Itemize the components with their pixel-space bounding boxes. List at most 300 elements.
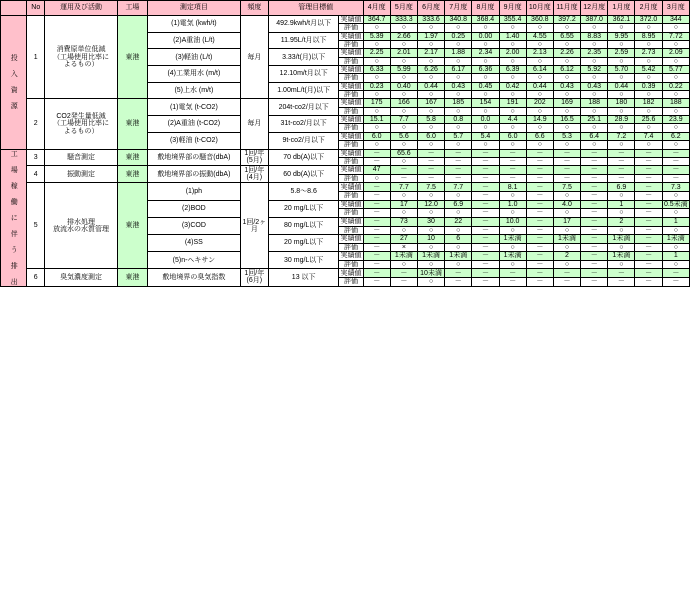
actual-value: 0.44: [417, 82, 444, 90]
eval-value: ○: [472, 24, 499, 32]
target-value: 80 mg/L以下: [268, 217, 339, 234]
eval-value: －: [608, 278, 635, 286]
eval-value: ○: [417, 74, 444, 82]
eval-value: ○: [635, 41, 662, 49]
actual-label: 実績値: [340, 183, 362, 191]
actual-value: －: [445, 166, 472, 175]
header-cell: 4月度: [363, 1, 390, 16]
eval-value: ○: [608, 243, 635, 251]
actual-value: 185: [445, 99, 472, 107]
eval-value: ○: [553, 107, 580, 115]
actual-value: 355.4: [499, 16, 526, 24]
eval-value: －: [472, 175, 499, 183]
actual-value: 65.6: [390, 149, 417, 157]
actual-label: 実績値: [340, 166, 362, 174]
activity-name: 排水処理 放流水の水質管理: [45, 183, 118, 269]
eval-label: 評価: [339, 226, 363, 234]
actual-value: 6.9: [445, 200, 472, 209]
eval-value: －: [526, 175, 553, 183]
category-text: 工 場 稼 働 に 伴 う 排 出: [10, 149, 18, 286]
eval-value: －: [635, 243, 662, 251]
eval-value: －: [635, 175, 662, 183]
eval-value: ○: [553, 243, 580, 251]
eval-label: 評価: [339, 91, 363, 99]
eval-value: ○: [499, 260, 526, 268]
eval-value: ○: [608, 24, 635, 32]
actual-value: 10.0: [499, 217, 526, 226]
actual-value: －: [472, 269, 499, 278]
eval-value: －: [635, 260, 662, 268]
actual-label: 実績値: [340, 218, 362, 225]
actual-value: 1.97: [417, 32, 444, 40]
measurement-item: (1)ph: [148, 183, 241, 200]
eval-label: 評価: [339, 278, 363, 286]
eval-value: ○: [553, 24, 580, 32]
eval-value: ○: [553, 192, 580, 200]
eval-value: ○: [472, 107, 499, 115]
actual-value: 169: [553, 99, 580, 107]
actual-value: 30: [417, 217, 444, 226]
actual-value: 1未満: [499, 252, 526, 261]
actual-value: －: [526, 269, 553, 278]
eval-value: ○: [526, 141, 553, 149]
table-header: [1, 1, 690, 16]
actual-value: 397.2: [553, 16, 580, 24]
eval-value: ○: [417, 192, 444, 200]
eval-value: ○: [553, 124, 580, 132]
actual-value: 1未満: [553, 234, 580, 243]
frequency: 1回/年 (6月): [240, 269, 268, 286]
actual-value: 188: [581, 99, 608, 107]
actual-value: 6.0: [363, 132, 390, 140]
actual-value: 5.6: [390, 132, 417, 140]
header-cell: 3月度: [662, 1, 689, 16]
actual-value: 0.5未満: [663, 200, 688, 208]
eval-value: －: [581, 157, 608, 165]
eval-value: ○: [662, 124, 689, 132]
eval-value: －: [526, 278, 553, 286]
actual-value: 333.3: [390, 16, 417, 24]
actual-value: －: [635, 252, 662, 261]
actual-value: 28.9: [608, 116, 635, 124]
eval-value: ○: [635, 107, 662, 115]
header-cell: 測定項目: [148, 1, 241, 16]
actual-value: 0.00: [472, 32, 499, 40]
actual-value: 0.43: [553, 82, 580, 90]
eval-value: ○: [363, 74, 390, 82]
header-category-blank: [1, 1, 27, 16]
actual-value: －: [635, 183, 662, 192]
eval-value: ○: [445, 124, 472, 132]
target-value: 13 以下: [268, 269, 339, 286]
eval-value: ○: [499, 192, 526, 200]
actual-value: 5.7: [445, 132, 472, 140]
actual-value: －: [581, 166, 608, 175]
actual-value: 167: [417, 99, 444, 107]
actual-value: 202: [526, 99, 553, 107]
measurement-item: (4)工業用水 (m/t): [148, 66, 241, 83]
eval-value: －: [363, 192, 390, 200]
eval-value: ○: [390, 41, 417, 49]
actual-value: 1未満: [662, 234, 689, 243]
eval-value: －: [526, 243, 553, 251]
category-label: [1, 149, 27, 286]
eval-value: ○: [363, 141, 390, 149]
eval-value: ○: [363, 57, 390, 65]
eval-label: 評価: [339, 141, 363, 149]
header-cell: 管理目標値: [268, 1, 363, 16]
eval-label: 評価: [339, 124, 363, 132]
eval-value: －: [472, 278, 499, 286]
eval-value: ○: [608, 57, 635, 65]
table-row: [1, 183, 690, 192]
actual-value: －: [472, 252, 499, 261]
eval-value: ○: [581, 124, 608, 132]
eval-value: －: [635, 209, 662, 217]
actual-value: 10未満: [417, 269, 444, 278]
actual-value: 5.42: [635, 66, 662, 74]
eval-value: －: [635, 192, 662, 200]
eval-value: ○: [581, 74, 608, 82]
actual-value: 362.1: [608, 16, 635, 24]
actual-value: －: [363, 200, 390, 209]
eval-value: ○: [390, 74, 417, 82]
actual-value: 12.0: [417, 200, 444, 209]
actual-value: 166: [390, 99, 417, 107]
actual-label: 実績値: [340, 66, 362, 74]
eval-value: －: [581, 192, 608, 200]
actual-value: －: [472, 166, 499, 175]
actual-value: 6.12: [553, 66, 580, 74]
eval-label: 評価: [339, 74, 363, 82]
eval-label: 評価: [339, 24, 363, 32]
actual-value: 10: [417, 234, 444, 243]
actual-value: 6.33: [363, 66, 390, 74]
row-number: 1: [27, 16, 45, 99]
category-text: 投 入 資 源: [10, 54, 18, 111]
actual-value: －: [445, 269, 472, 278]
eval-value: ○: [363, 24, 390, 32]
eval-value: ○: [581, 141, 608, 149]
actual-value: 5.3: [553, 132, 580, 140]
eval-value: －: [472, 192, 499, 200]
actual-value: －: [363, 149, 390, 157]
actual-value: 1未満: [445, 252, 472, 261]
actual-value: 14.9: [526, 116, 553, 124]
measurement-item: 敷地境界部の振動(dbA): [148, 166, 241, 183]
target-value: 5.8～8.6: [268, 183, 339, 200]
actual-value: 0.40: [390, 82, 417, 90]
eval-value: －: [581, 278, 608, 286]
actual-value: 175: [363, 99, 390, 107]
actual-value: 4.0: [553, 200, 580, 209]
measurement-item: (2)BOD: [148, 200, 241, 217]
eval-value: ○: [662, 107, 689, 115]
actual-value: －: [526, 166, 553, 175]
actual-value: 7.72: [662, 32, 689, 40]
actual-value: －: [608, 269, 635, 278]
eval-value: ○: [662, 260, 689, 268]
actual-value: 191: [499, 99, 526, 107]
actual-value: 360.8: [526, 16, 553, 24]
eval-value: －: [363, 278, 390, 286]
eval-value: ○: [363, 107, 390, 115]
eval-value: ○: [445, 243, 472, 251]
actual-value: 1未満: [390, 252, 417, 261]
eval-value: －: [472, 157, 499, 165]
eval-value: ○: [472, 57, 499, 65]
frequency: 毎月: [240, 99, 268, 149]
factory-name: 東港: [117, 269, 147, 286]
target-value: 204t-co2/月以下: [268, 99, 339, 116]
eval-value: ○: [499, 107, 526, 115]
measurement-item: (3)軽油 (t-CO2): [148, 132, 241, 149]
actual-value: －: [472, 234, 499, 243]
actual-value: －: [635, 217, 662, 226]
actual-value: 0.8: [445, 116, 472, 124]
eval-label: 評価: [339, 260, 363, 268]
actual-value: 340.8: [445, 16, 472, 24]
actual-value: 0.0: [472, 116, 499, 124]
actual-value: 25.1: [581, 116, 608, 124]
actual-value: 344: [662, 16, 689, 24]
actual-value: 2.25: [363, 49, 390, 57]
eval-value: ○: [390, 57, 417, 65]
actual-value: 2.13: [526, 49, 553, 57]
eval-value: ○: [635, 57, 662, 65]
actual-value: －: [499, 166, 526, 175]
actual-label: 実績値: [340, 82, 362, 90]
eval-value: －: [581, 260, 608, 268]
actual-value: 333.6: [417, 16, 444, 24]
eval-value: －: [635, 226, 662, 234]
actual-value: －: [472, 217, 499, 226]
table-body: [1, 16, 690, 287]
eval-value: ○: [472, 141, 499, 149]
actual-value: 2.09: [662, 49, 689, 57]
actual-value: 5.92: [581, 66, 608, 74]
actual-value: 7.7: [445, 183, 472, 192]
actual-value: 6.9: [608, 183, 635, 192]
eval-value: －: [553, 175, 580, 183]
actual-value: 0.23: [363, 82, 390, 90]
eval-value: ○: [417, 24, 444, 32]
eval-value: ○: [499, 209, 526, 217]
eval-value: ○: [417, 209, 444, 217]
eval-value: －: [662, 175, 689, 183]
row-number: 5: [27, 183, 45, 269]
eval-value: ○: [417, 243, 444, 251]
eval-value: －: [526, 226, 553, 234]
actual-label: 実績値: [340, 49, 362, 57]
category-label: [1, 16, 27, 150]
eval-value: ○: [662, 209, 689, 217]
eval-value: －: [581, 209, 608, 217]
activity-name: 騒音測定: [45, 149, 118, 166]
eval-value: ○: [526, 24, 553, 32]
eval-value: ○: [445, 41, 472, 49]
eval-value: ○: [472, 91, 499, 99]
actual-value: －: [553, 166, 580, 175]
eval-value: ○: [608, 226, 635, 234]
actual-value: 0.25: [445, 32, 472, 40]
actual-value: 5.4: [472, 132, 499, 140]
actual-value: 0.44: [608, 82, 635, 90]
eval-value: ○: [635, 124, 662, 132]
target-value: 20 mg/L以下: [268, 234, 339, 251]
actual-value: 6.0: [417, 132, 444, 140]
eval-value: ○: [390, 226, 417, 234]
header-cell: 2月度: [635, 1, 662, 16]
eval-value: ○: [635, 91, 662, 99]
header-cell: 運用及び活動: [45, 1, 118, 16]
eval-value: ○: [499, 141, 526, 149]
actual-value: －: [581, 183, 608, 192]
actual-value: 188: [662, 99, 689, 107]
actual-value: －: [581, 269, 608, 278]
eval-value: －: [526, 209, 553, 217]
eval-value: ○: [662, 24, 689, 32]
eval-value: ○: [390, 157, 417, 165]
eval-value: －: [472, 226, 499, 234]
eval-value: ○: [553, 91, 580, 99]
eval-value: ○: [445, 192, 472, 200]
target-value: 20 mg/L以下: [268, 200, 339, 217]
eval-value: ○: [553, 260, 580, 268]
actual-value: －: [581, 200, 608, 209]
table-row: [1, 99, 690, 107]
actual-value: 1未満: [608, 234, 635, 243]
header-cell: 7月度: [445, 1, 472, 16]
eval-value: ○: [526, 91, 553, 99]
eval-value: ○: [417, 57, 444, 65]
eval-value: ○: [662, 57, 689, 65]
actual-value: －: [635, 269, 662, 278]
factory-name: 東港: [117, 166, 147, 183]
actual-value: 7.7: [390, 183, 417, 192]
eval-value: －: [363, 226, 390, 234]
actual-value: －: [445, 149, 472, 157]
actual-value: －: [390, 269, 417, 278]
eval-value: ○: [608, 141, 635, 149]
eval-value: ○: [499, 124, 526, 132]
actual-value: －: [499, 149, 526, 157]
eval-value: ×: [390, 243, 417, 251]
actual-label: 実績値: [340, 116, 362, 124]
actual-value: －: [417, 149, 444, 157]
eval-value: ○: [417, 107, 444, 115]
actual-value: 6.6: [526, 132, 553, 140]
eval-value: ○: [608, 209, 635, 217]
eval-value: ○: [390, 24, 417, 32]
eval-value: ○: [581, 57, 608, 65]
eval-value: －: [662, 278, 689, 286]
activity-name: 振動測定: [45, 166, 118, 183]
actual-value: 5.77: [662, 66, 689, 74]
actual-value: 8.95: [635, 32, 662, 40]
header-cell: 12月度: [581, 1, 608, 16]
eval-value: ○: [445, 57, 472, 65]
eval-value: ○: [608, 192, 635, 200]
actual-value: 6: [445, 234, 472, 243]
eval-value: ○: [608, 107, 635, 115]
actual-label: 実績値: [340, 32, 362, 40]
eval-value: ○: [417, 124, 444, 132]
actual-value: 6.0: [499, 132, 526, 140]
actual-value: 1未満: [499, 234, 526, 243]
eval-value: －: [445, 157, 472, 165]
eval-value: ○: [417, 226, 444, 234]
row-number: 6: [27, 269, 45, 286]
eval-value: ○: [608, 41, 635, 49]
eval-value: ○: [390, 260, 417, 268]
eval-value: －: [390, 278, 417, 286]
eval-value: ○: [526, 107, 553, 115]
actual-value: 0.22: [662, 82, 689, 90]
actual-value: 17: [390, 200, 417, 209]
actual-value: 1.0: [499, 200, 526, 209]
actual-value: 73: [390, 217, 417, 226]
actual-value: 4.4: [499, 116, 526, 124]
eval-value: －: [581, 243, 608, 251]
eval-value: ○: [553, 41, 580, 49]
actual-value: 182: [635, 99, 662, 107]
eval-value: －: [472, 243, 499, 251]
eval-value: ○: [662, 243, 689, 251]
eval-value: ○: [608, 91, 635, 99]
actual-value: 8.83: [581, 32, 608, 40]
header-cell: No: [27, 1, 45, 16]
actual-value: －: [635, 234, 662, 243]
actual-value: 27: [390, 234, 417, 243]
eval-value: ○: [553, 74, 580, 82]
actual-value: －: [526, 234, 553, 243]
actual-value: 2.73: [635, 49, 662, 57]
target-value: 70 db(A)以下: [268, 149, 339, 166]
eval-value: ○: [417, 260, 444, 268]
actual-value: 387.0: [581, 16, 608, 24]
target-value: 12.10m/t月以下: [268, 66, 339, 83]
actual-value: 0.45: [472, 82, 499, 90]
eval-value: ○: [662, 91, 689, 99]
eval-value: －: [662, 157, 689, 165]
actual-value: 6.39: [499, 66, 526, 74]
eval-value: ○: [608, 124, 635, 132]
header-cell: 9月度: [499, 1, 526, 16]
actual-value: 5.70: [608, 66, 635, 74]
eval-value: －: [363, 243, 390, 251]
eval-value: ○: [553, 209, 580, 217]
actual-value: 2.34: [472, 49, 499, 57]
eval-value: ○: [390, 209, 417, 217]
eval-value: ○: [553, 57, 580, 65]
eval-value: －: [499, 278, 526, 286]
actual-value: 7.3: [662, 183, 689, 192]
actual-value: 8.1: [499, 183, 526, 192]
actual-value: 16.5: [553, 116, 580, 124]
measurement-item: (5)n-ヘキサン: [148, 252, 241, 269]
eval-label: 評価: [339, 157, 363, 165]
eval-value: ○: [662, 74, 689, 82]
eval-value: ○: [581, 24, 608, 32]
actual-value: －: [635, 166, 662, 175]
row-number: 2: [27, 99, 45, 149]
eval-value: ○: [390, 192, 417, 200]
actual-label: 実績値: [340, 235, 362, 243]
actual-value: 2.17: [417, 49, 444, 57]
eval-value: ○: [445, 107, 472, 115]
actual-label: 実績値: [340, 252, 362, 260]
